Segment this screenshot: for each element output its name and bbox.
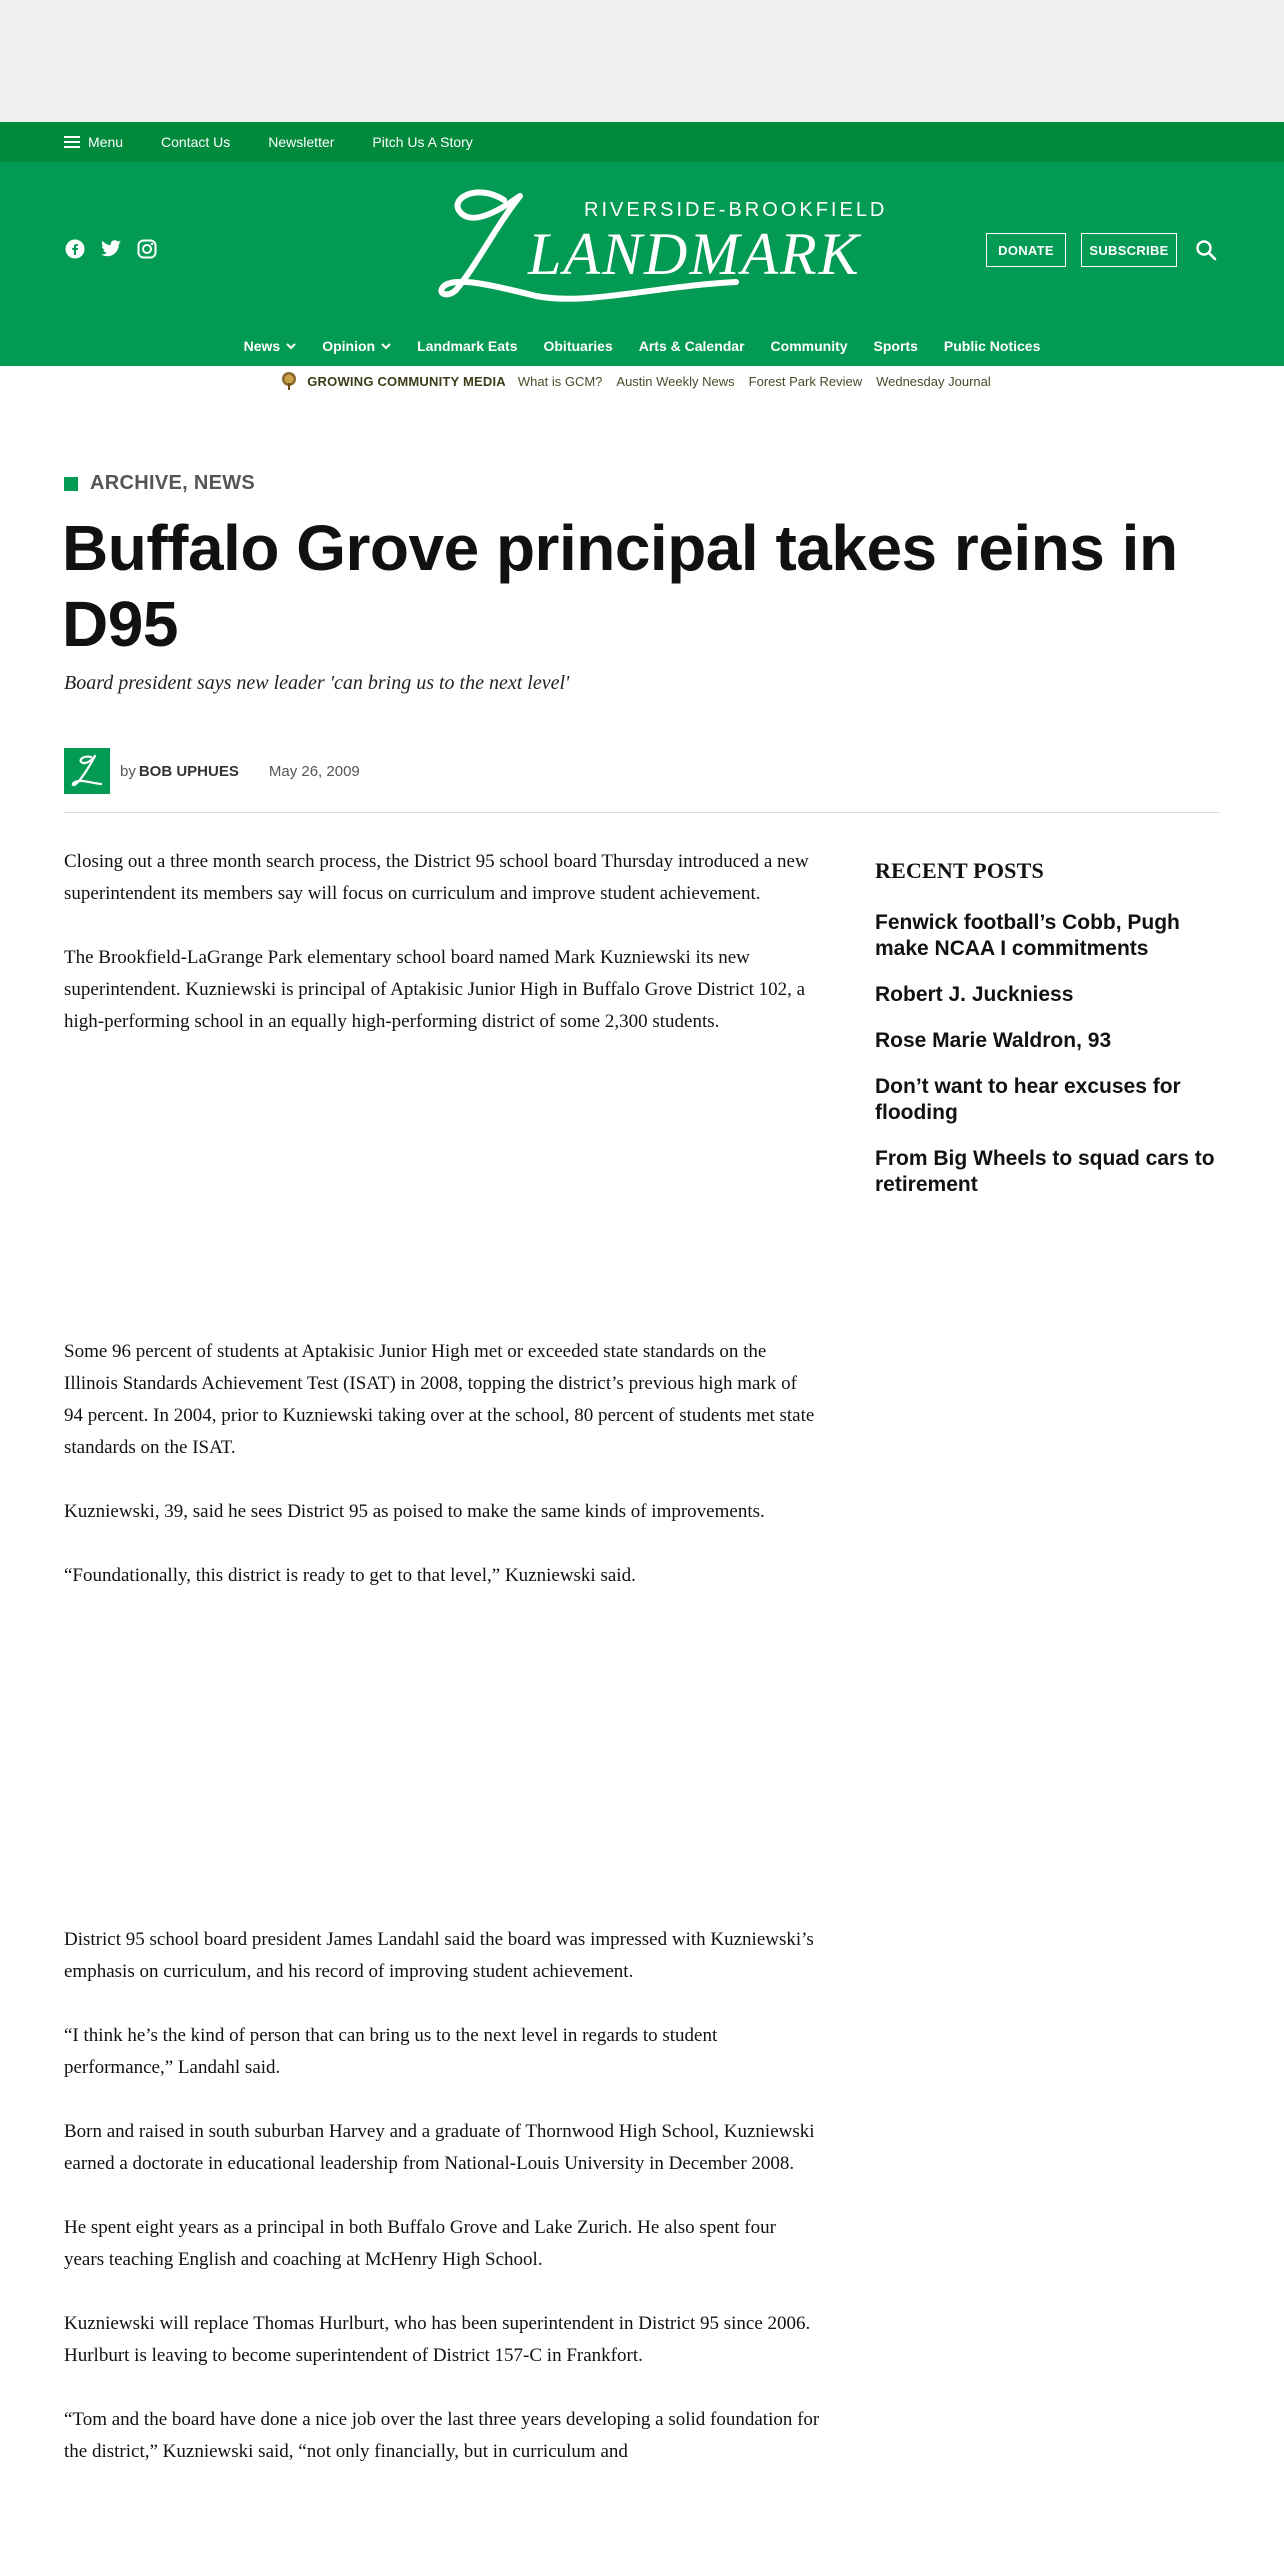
what-is-gcm-link[interactable]: What is GCM?	[517, 373, 603, 389]
top-bar	[0, 122, 1284, 162]
inline-ad-space	[64, 1624, 820, 1924]
byline	[64, 748, 360, 794]
recent-post-link[interactable]: Robert J. Juckniess	[875, 983, 1074, 1006]
nav-opinion-label: Opinion	[322, 338, 376, 354]
subscribe-button[interactable]: SUBSCRIBE	[1081, 233, 1177, 267]
top-ad-space	[0, 0, 1284, 122]
site-header	[0, 162, 1284, 366]
publish-date: May 26, 2009	[268, 762, 360, 780]
newsletter-link[interactable]: Newsletter	[268, 134, 335, 150]
recent-post-link[interactable]: Don’t want to hear excuses for flooding	[875, 1075, 1181, 1124]
nav-item-sports[interactable]: Sports	[873, 338, 918, 354]
nav-item-news[interactable]	[244, 338, 297, 354]
nav-item-obituaries[interactable]: Obituaries	[543, 338, 613, 354]
paragraph: The Brookfield-LaGrange Park elementary school board named Mark Kuzniewski its new superintendent. Kuzniewski is principal of Aptakisic Junior High in Buffalo Grove District 102, a high-performing school in an equally high-performing district of some 2,300 students.	[64, 947, 806, 1032]
paragraph: He spent eight years as a principal in both Buffalo Grove and Lake Zurich. He also spent four years teaching English and coaching at McHenry High School.	[64, 2217, 776, 2270]
nav-item-landmark-eats[interactable]: Landmark Eats	[417, 338, 518, 354]
paragraph: “Foundationally, this district is ready to get to that level,” Kuzniewski said.	[64, 1565, 636, 1586]
nav-item-public-notices[interactable]: Public Notices	[943, 338, 1041, 354]
article-subtitle: Board president says new leader 'can bring us to the next level'	[64, 672, 570, 694]
nav-item-community[interactable]: Community	[770, 338, 848, 354]
logo-top-text: RIVERSIDE-BROOKFIELD	[584, 199, 888, 221]
network-bar	[0, 366, 1284, 396]
paragraph: “I think he’s the kind of person that can bring us to the next level in regards to student performance,” Landahl said.	[64, 2025, 718, 2078]
forest-park-review-link[interactable]: Forest Park Review	[748, 373, 863, 389]
article-body	[64, 846, 820, 2500]
chevron-down-icon	[286, 341, 296, 351]
author-avatar	[64, 748, 110, 794]
paragraph: Some 96 percent of students at Aptakisic Junior High met or exceeded state standards on the Illinois Standards Achievement Test (ISAT) in 2008, topping the district’s previous high mark of 94 percent. In 2004, prior to Kuzniewski taking over at the school, 80 percent of students met state standards on the ISAT.	[64, 1341, 815, 1458]
inline-ad-space	[64, 1070, 820, 1336]
paragraph: “Tom and the board have done a nice job over the last three years developing a solid foundation for the district,” Kuzniewski said, “not only financially, but in curriculum and	[64, 2409, 820, 2462]
article-categories	[64, 472, 255, 495]
paragraph: Closing out a three month search process, the District 95 school board Thursday introduced a new superintendent its members say will focus on curriculum and improve student achievement.	[64, 851, 809, 904]
site-logo[interactable]	[436, 186, 888, 306]
recent-post-link[interactable]: Rose Marie Waldron, 93	[875, 1029, 1112, 1052]
author-link[interactable]: BOB UPHUES	[138, 762, 239, 780]
recent-post-link[interactable]: From Big Wheels to squad cars to retirement	[875, 1147, 1215, 1196]
paragraph: Born and raised in south suburban Harvey and a graduate of Thornwood High School, Kuzniewski earned a doctorate in educational leadership from National-Louis University in December 2008.	[64, 2121, 815, 2174]
donate-button[interactable]: DONATE	[986, 233, 1066, 267]
paragraph: Kuzniewski will replace Thomas Hurlburt, who has been superintendent in District 95 since 2006. Hurlburt is leaving to become superintendent of District 157-C in Frankfort.	[64, 2313, 811, 2366]
recent-posts-heading: RECENT POSTS	[875, 858, 1044, 883]
byline-prefix: by	[120, 762, 136, 780]
divider	[64, 812, 1220, 813]
gcm-brand: GROWING COMMUNITY MEDIA	[307, 373, 506, 389]
category-links[interactable]: ARCHIVE, NEWS	[90, 472, 256, 494]
recent-posts-sidebar	[875, 858, 1225, 1218]
pitch-story-link[interactable]: Pitch Us A Story	[372, 134, 473, 150]
instagram-icon[interactable]	[136, 238, 158, 260]
paragraph: District 95 school board president James Landahl said the board was impressed with Kuzniewski’s emphasis on curriculum, and his record of improving student achievement.	[64, 1929, 814, 1982]
category-marker	[64, 477, 78, 491]
logo-main-text: LANDMARK	[528, 221, 861, 287]
social-links	[64, 238, 158, 260]
main-navigation	[0, 338, 1284, 354]
menu-label: Menu	[88, 134, 124, 150]
wednesday-journal-link[interactable]: Wednesday Journal	[876, 373, 991, 389]
recent-post-link[interactable]: Fenwick football’s Cobb, Pugh make NCAA I commitments	[875, 911, 1180, 960]
nav-item-opinion[interactable]	[322, 338, 391, 354]
nav-news-label: News	[243, 338, 281, 354]
hamburger-icon	[64, 136, 80, 148]
search-icon[interactable]	[1194, 238, 1218, 262]
chevron-down-icon	[381, 341, 391, 351]
paragraph: Kuzniewski, 39, said he sees District 95 as poised to make the same kinds of improvements.	[64, 1501, 765, 1522]
contact-us-link[interactable]: Contact Us	[161, 134, 231, 150]
facebook-icon[interactable]	[64, 238, 86, 260]
article-title: Buffalo Grove principal takes reins in D95	[62, 512, 1178, 660]
menu-button[interactable]	[64, 134, 123, 150]
tree-icon	[279, 371, 299, 391]
twitter-icon[interactable]	[100, 238, 122, 260]
austin-weekly-news-link[interactable]: Austin Weekly News	[616, 373, 735, 389]
nav-item-arts-calendar[interactable]: Arts & Calendar	[638, 338, 745, 354]
